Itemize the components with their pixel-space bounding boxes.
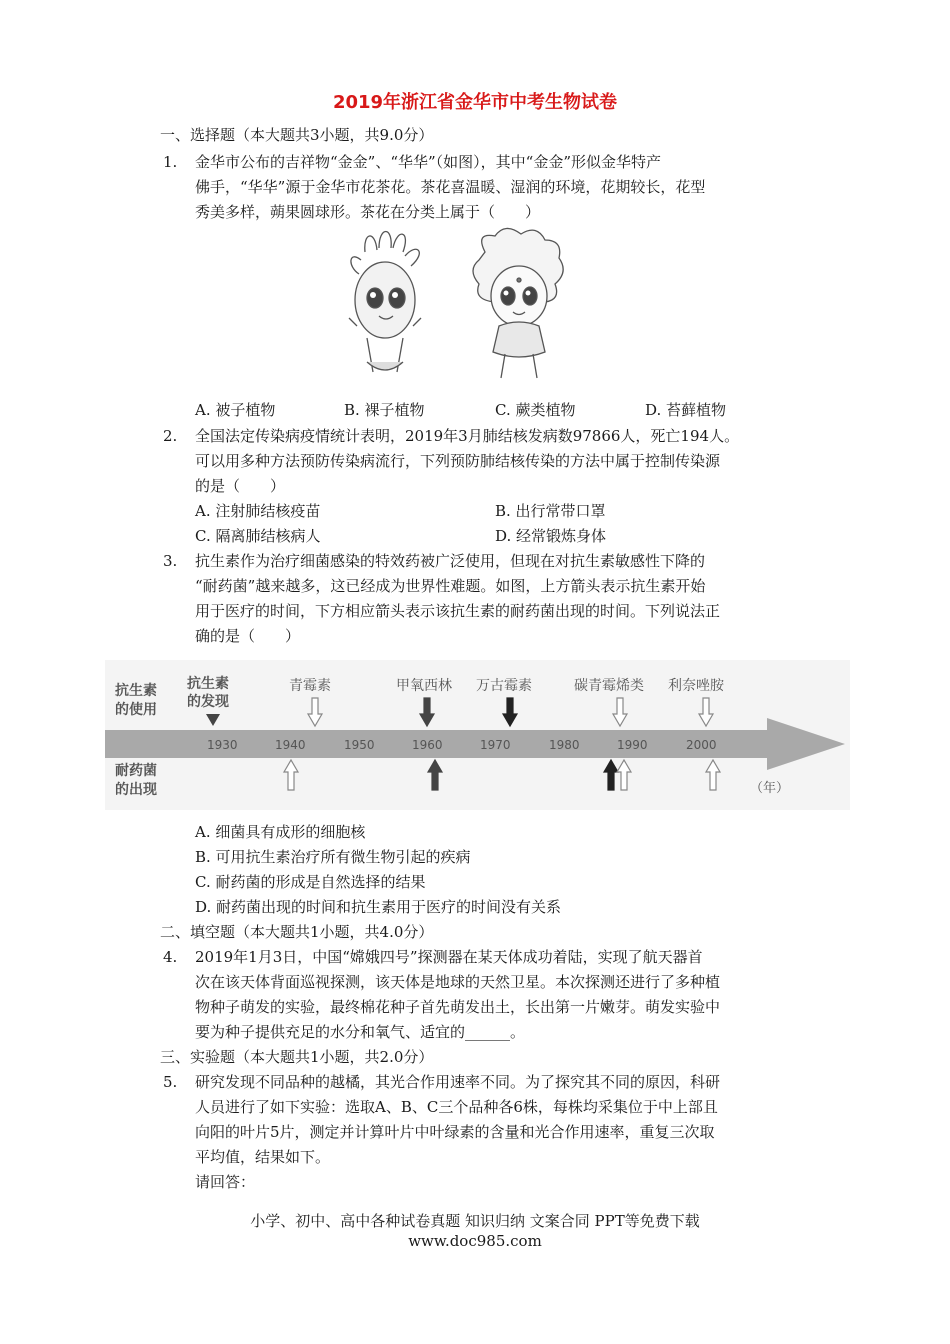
question-text-line: 平均值，结果如下。 <box>195 1148 331 1166</box>
page-title: 2019年浙江省金华市中考生物试卷 <box>332 92 618 113</box>
question-number: 2. <box>163 427 178 445</box>
section-heading-choice: 一、选择题（本大题共3小题，共9.0分） <box>160 126 434 144</box>
mascot-huahua <box>473 228 563 378</box>
year-label: 1970 <box>480 738 511 752</box>
option-a: A. 细菌具有成形的细胞核 <box>195 823 366 841</box>
year-label: 1950 <box>344 738 375 752</box>
year-label: 1980 <box>549 738 580 752</box>
timeline-label: 抗生素 <box>115 683 157 699</box>
option-d: D. 耐药菌出现的时间和抗生素用于医疗的时间没有关系 <box>195 898 562 916</box>
option-b: B. 可用抗生素治疗所有微生物引起的疾病 <box>195 848 471 866</box>
question-text-line: 请回答： <box>195 1173 256 1191</box>
mascot-illustration <box>345 222 605 392</box>
question-text-line: 研究发现不同品种的越橘，其光合作用速率不同。为了探究其不同的原因，科研 <box>195 1073 721 1091</box>
question-text-line: 确的是（ ） <box>195 627 301 645</box>
option-c: C. 蕨类植物 <box>495 401 576 419</box>
footer-promo: 小学、初中、高中各种试卷真题 知识归纳 文案合同 PPT等免费下载 <box>250 1212 700 1230</box>
timeline-label: 的使用 <box>115 702 157 718</box>
question-text-line: 要为种子提供充足的水分和氧气、适宜的______。 <box>195 1023 526 1041</box>
option-c: C. 隔离肺结核病人 <box>195 527 321 545</box>
question-text-line: 秀美多样，蒴果圆球形。茶花在分类上属于（ ） <box>195 203 541 221</box>
question-number: 4. <box>163 948 178 966</box>
unit-label: （年） <box>750 781 790 796</box>
question-text-line: 物种子萌发的实验，最终棉花种子首先萌发出土，长出第一片嫩芽。萌发实验中 <box>195 998 721 1016</box>
question-text-line: 人员进行了如下实验：选取A、B、C三个品种各6株，每株均采集位于中上部且 <box>195 1098 718 1116</box>
year-label: 1930 <box>207 738 238 752</box>
question-text-line: 全国法定传染病疫情统计表明，2019年3月肺结核发病数97866人，死亡194人。 <box>195 427 740 445</box>
option-a: A. 注射肺结核疫苗 <box>195 502 321 520</box>
year-label: 1990 <box>617 738 648 752</box>
drug-label: 万古霉素 <box>476 678 532 694</box>
section-heading-fill: 二、填空题（本大题共1小题，共4.0分） <box>160 923 434 941</box>
drug-label: 碳青霉烯类 <box>574 678 644 694</box>
question-text-line: 的是（ ） <box>195 477 286 495</box>
question-text-line: 次在该天体背面巡视探测，该天体是地球的天然卫星。本次探测还进行了多种植 <box>195 973 721 991</box>
year-label: 1940 <box>275 738 306 752</box>
question-text-line: 用于医疗的时间，下方相应箭头表示该抗生素的耐药菌出现的时间。下列说法正 <box>195 602 721 620</box>
option-d: D. 经常锻炼身体 <box>495 527 607 545</box>
year-label: 1960 <box>412 738 443 752</box>
mascot-jinjin <box>349 232 421 373</box>
question-text-line: 向阳的叶片5片，测定并计算叶片中叶绿素的含量和光合作用速率，重复三次取 <box>195 1123 715 1141</box>
question-text-line: “耐药菌”越来越多，这已经成为世界性难题。如图，上方箭头表示抗生素开始 <box>195 577 706 595</box>
question-text-line: 金华市公布的吉祥物“金金”、“华华”（如图），其中“金金”形似金华特产 <box>195 153 662 171</box>
question-text-line: 可以用多种方法预防传染病流行，下列预防肺结核传染的方法中属于控制传染源 <box>195 452 721 470</box>
drug-label: 利奈唑胺 <box>668 678 724 694</box>
year-label: 2000 <box>686 738 717 752</box>
question-text-line: 2019年1月3日，中国“嫦娥四号”探测器在某天体成功着陆，实现了航天器首 <box>195 948 703 966</box>
option-b: B. 出行常带口罩 <box>495 502 606 520</box>
timeline-label: 耐药菌 <box>115 763 157 779</box>
option-a: A. 被子植物 <box>195 401 276 419</box>
question-text-line: 佛手，“华华”源于金华市花茶花。茶花喜温暖、湿润的环境，花期较长，花型 <box>195 178 706 196</box>
timeline-label: 的出现 <box>115 782 157 798</box>
option-b: B. 裸子植物 <box>344 401 425 419</box>
question-number: 5. <box>163 1073 178 1091</box>
question-number: 3. <box>163 552 178 570</box>
timeline-label: 的发现 <box>187 694 229 710</box>
footer-url[interactable]: www.doc985.com <box>408 1232 542 1250</box>
section-heading-experiment: 三、实验题（本大题共1小题，共2.0分） <box>160 1048 434 1066</box>
option-d: D. 苔藓植物 <box>645 401 727 419</box>
drug-label: 甲氧西林 <box>396 678 452 694</box>
question-number: 1. <box>163 153 178 171</box>
drug-label: 青霉素 <box>289 678 331 694</box>
timeline-label: 抗生素 <box>187 676 229 692</box>
question-text-line: 抗生素作为治疗细菌感染的特效药被广泛使用，但现在对抗生素敏感性下降的 <box>195 552 706 570</box>
option-c: C. 耐药菌的形成是自然选择的结果 <box>195 873 426 891</box>
antibiotic-timeline-figure <box>105 660 850 810</box>
